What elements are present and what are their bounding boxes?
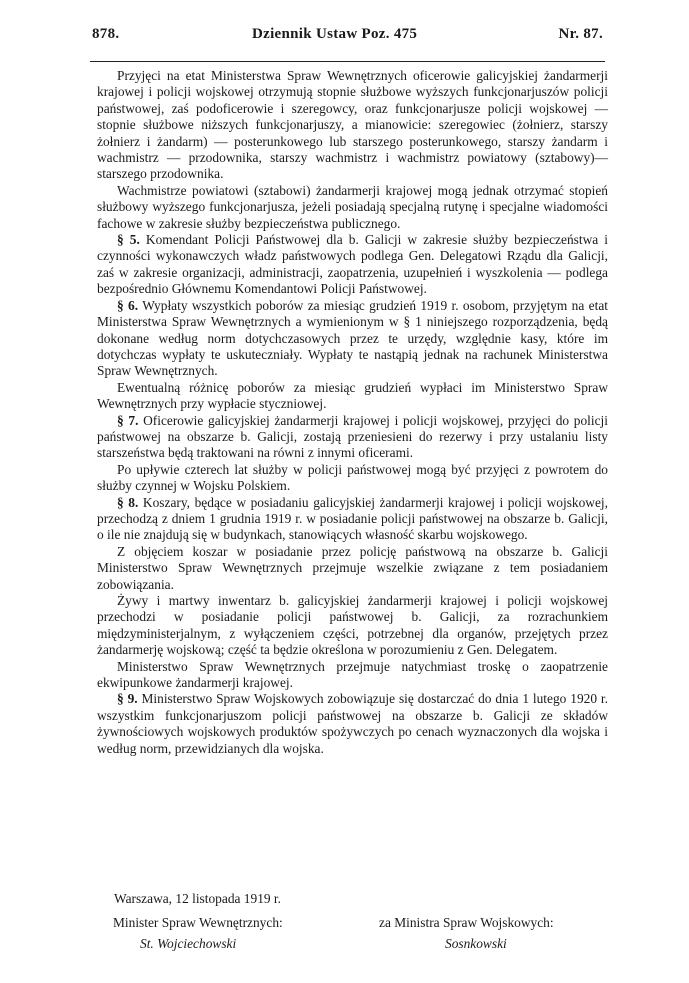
paragraph-readmission: Po upływie czterech lat służby w policji państwowej mogą być przyjęci z powrotem do służby czynnej w Wojsku Polskiem.: [97, 461, 608, 494]
paragraph-section-7: [97, 413, 608, 462]
signature-right: Sosnkowski: [445, 936, 507, 951]
paragraph-section-9: [97, 691, 608, 757]
journal-title: Dziennik Ustaw Poz. 475: [252, 26, 418, 42]
section-6-text: Wypłaty wszystkich poborów za miesiąc grudzień 1919 r. osobom, przyjętym na etat Ministerstwa Spraw Wewnętrznych a wymienionym w § 1 niniejszego rozporządzenia, będą dokonane według norm dotychczasowych przez te urzędy, względnie kasy, które im dotychczas wypłaty te uskuteczniały. Wypłaty te nastąpią jednak na rachunek Ministerstwa Spraw Wewnętrznych.: [97, 297, 609, 379]
section-9-label: § 9.: [117, 691, 138, 707]
minister-right-title: za Ministra Spraw Wojskowych:: [379, 915, 554, 930]
section-7-label: § 7.: [117, 412, 139, 428]
paragraph-section-8: [97, 495, 608, 544]
section-5-label: § 5.: [117, 232, 140, 248]
minister-left-title: Minister Spraw Wewnętrznych:: [113, 915, 283, 930]
paragraph-equipment: Ministerstwo Spraw Wewnętrznych przejmuje natychmiast troskę o zaopatrzenie ekwipunkowe żandarmerji krajowej.: [97, 658, 608, 691]
paragraph-ranks: Przyjęci na etat Ministerstwa Spraw Wewnętrznych oficerowie galicyjskiej żandarmerji krajowej i policji wojskowej otrzymują stopnie służbowe wyższych funkcjonarjuszów policji państwowej, zaś podoficerowie i szeregowcy, oraz funkcjonarjusze policji wojskowej — stopnie służbowe niższych funkcjonarjuszy, a mianowicie: szeregowiec (żołnierz, starszy żołnierz i żandarm) — posterunkowego lub starszego posterunkowego, starszy żandarm i wachmistrz — przodownika, starszy wachmistrz i wachmistrz powiatowy (sztabowy)—starszego przodownika.: [97, 68, 608, 182]
page-header: [92, 26, 603, 50]
section-8-text: Koszary, będące w posiadaniu galicyjskiej żandarmerji krajowej i policji wojskowej, przechodzą z dniem 1 grudnia 1919 r. w posiadanie policji państwowej na obszarze b. Galicji, o ile nie znajdują się w budynkach, stanowiących własność skarbu wojskowego.: [97, 494, 608, 543]
signature-left: St. Wojciechowski: [140, 936, 237, 951]
page-number: 878.: [92, 26, 120, 42]
header-rule: [90, 61, 605, 62]
document-body: [97, 68, 608, 757]
place-date: Warszawa, 12 listopada 1919 r.: [114, 891, 282, 906]
section-9-text: Ministerstwo Spraw Wojskowych zobowiązuje się dostarczać do dnia 1 lutego 1920 r. wszystkim funkcjonarjuszom policji państwowej na obszarze b. Galicji ze składów żywnościowych wojskowych produktów spożywczych po cenach wyznaczonych dla wojska i według norm, przewidzianych dla wojska.: [97, 691, 608, 756]
paragraph-staff-sergeants: Wachmistrze powiatowi (sztabowi) żandarmerji krajowej mogą jednak otrzymać stopień służbowy wyższego funkcjonarjusza, jeżeli posiadają specjalną rutynę i specjalne wiadomości fachowe w zakresie służby bezpieczeństwa publicznego.: [97, 182, 608, 231]
issue-number: Nr. 87.: [558, 26, 603, 42]
paragraph-inventory: Żywy i martwy inwentarz b. galicyjskiej żandarmerji krajowej i policji wojskowej przechodzi w posiadanie policji państwowej b. Galicji, za rozrachunkiem międzyministerjalnym, z wyłączeniem części, potrzebnej dla organów, przejętych przez żandarmerję wojskową; część ta będzie określona w porozumieniu z Gen. Delegatem.: [97, 593, 608, 658]
paragraph-section-5: [97, 232, 608, 298]
section-7-text: Oficerowie galicyjskiej żandarmerji krajowej i policji wojskowej, przyjęci do policji państwowej na obszarze b. Galicji, zostają przeniesieni do rezerwy i przy ustalaniu listy starszeństwa będą traktowani na równi z innymi oficerami.: [97, 412, 608, 461]
section-8-label: § 8.: [117, 494, 139, 510]
paragraph-barracks-obligations: Z objęciem koszar w posiadanie przez policję państwową na obszarze b. Galicji Ministerstwo Spraw Wewnętrznych przejmuje wszelkie związane z tem posiadaniem zobowiązania.: [97, 543, 608, 592]
paragraph-section-6: [97, 298, 608, 380]
paragraph-pay-difference: Ewentualną różnicę poborów za miesiąc grudzień wypłaci im Ministerstwo Spraw Wewnętrznych przy wypłacie styczniowej.: [97, 379, 608, 412]
section-6-label: § 6.: [117, 297, 139, 313]
section-5-text: Komendant Policji Państwowej dla b. Galicji w zakresie służby bezpieczeństwa i czynności wykonawczych władz państwowych podlega Gen. Delegatowi Rządu dla Galicji, zaś w zakresie organizacji, administracji, zaopatrzenia, uzupełnień i wyszkolenia — podlega bezpośrednio Głównemu Komendantowi Policji Państwowej.: [97, 232, 608, 297]
